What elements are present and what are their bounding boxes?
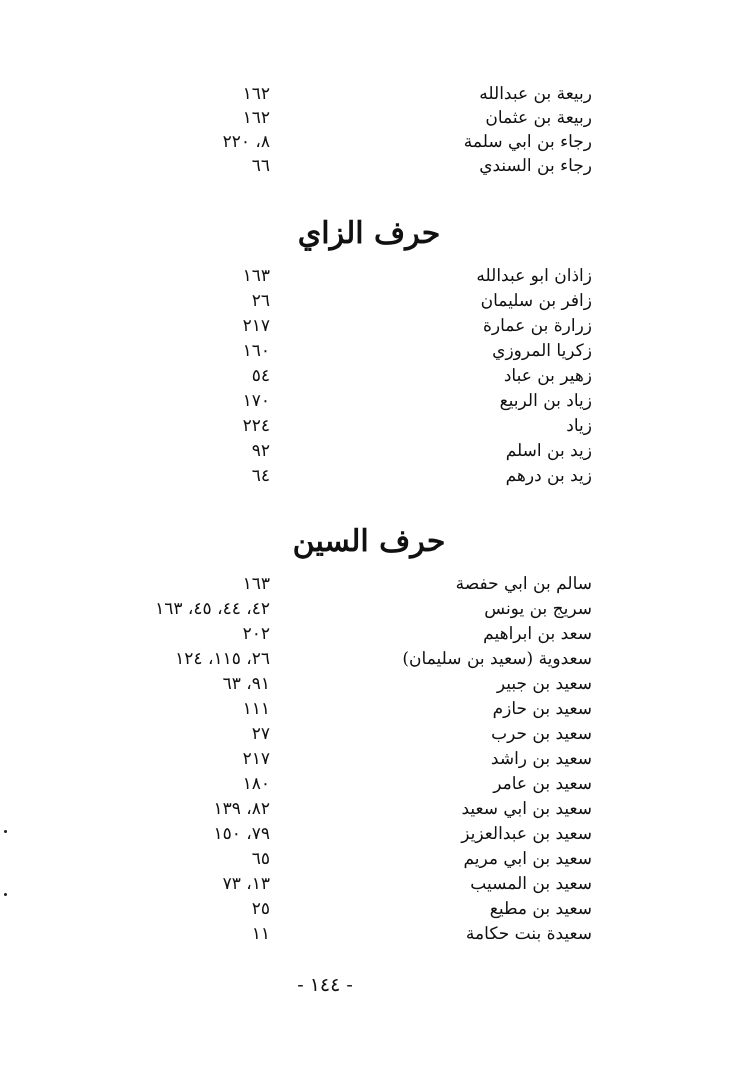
entry-name: سعيد بن ابي سعيد [461,799,592,819]
index-entry [0,672,738,697]
entry-pages: ٢٥ [251,899,270,919]
entry-name: سعيد بن عامر [493,774,592,794]
entry-name: سعيد بن حازم [492,699,592,719]
entry-pages: ١٦٣ [242,266,270,286]
section-heading: حرف السين [292,524,446,559]
entry-name: سعدوية (سعيد بن سليمان) [402,649,592,669]
entry-name: زكريا المروزي [492,341,592,361]
entry-pages: ٤٢، ٤٤، ٤٥، ١٦٣ [155,599,270,619]
entry-name: ربيعة بن عثمان [485,108,592,128]
index-entry [0,722,738,747]
entry-pages: ٢٢٤ [242,416,270,436]
index-entry [0,822,738,847]
entry-pages: ٢٦ [251,291,270,311]
entry-name: سعيد بن ابي مريم [463,849,592,869]
index-entry [0,797,738,822]
entry-name: زهير بن عباد [503,366,592,386]
index-entry [0,264,738,289]
entry-pages: ٩١، ٦٣ [222,674,270,694]
entry-pages: ٢٦، ١١٥، ١٢٤ [175,649,270,669]
index-entry [0,647,738,672]
entry-name: سعد بن ابراهيم [483,624,592,644]
entry-pages: ١١١ [242,699,270,719]
entry-pages: ٦٦ [251,156,270,176]
entry-name: زيد بن اسلم [505,441,592,461]
index-entry [0,464,738,489]
entry-pages: ١٦٢ [242,108,270,128]
entry-pages: ٨٢، ١٣٩ [213,799,270,819]
index-entry [0,439,738,464]
entry-name: سريج بن يونس [484,599,592,619]
entry-name: زيد بن درهم [505,466,592,486]
index-entry [0,82,738,107]
entry-name: زافر بن سليمان [480,291,592,311]
index-entry [0,872,738,897]
entry-pages: ٢١٧ [242,749,270,769]
index-entry [0,414,738,439]
index-entry [0,389,738,414]
entry-pages: ٧٩، ١٥٠ [213,824,270,844]
entry-pages: ٥٤ [251,366,270,386]
index-entry [0,289,738,314]
entry-pages: ١١ [251,924,270,944]
section-heading: حرف الزاي [297,216,441,251]
index-entry [0,747,738,772]
entry-pages: ٢١٧ [242,316,270,336]
entry-name: رجاء بن ابي سلمة [463,132,592,152]
entry-name: سالم بن ابي حفصة [455,574,592,594]
entry-pages: ١٨٠ [242,774,270,794]
index-entry [0,847,738,872]
entry-name: سعيد بن مطيع [489,899,592,919]
index-entry [0,622,738,647]
scan-speck [4,830,7,833]
entry-name: ربيعة بن عبدالله [479,84,592,104]
index-entry [0,314,738,339]
page-number: - ١٤٤ - [297,974,353,996]
entry-name: زرارة بن عمارة [482,316,592,336]
entry-pages: ٩٢ [251,441,270,461]
index-entry [0,772,738,797]
entry-pages: ١٦٠ [242,341,270,361]
index-entry [0,154,738,179]
entry-pages: ٢٠٢ [242,624,270,644]
entry-pages: ٢٧ [251,724,270,744]
entry-pages: ٨، ٢٢٠ [222,132,270,152]
entry-name: رجاء بن السندي [479,156,592,176]
index-entry [0,364,738,389]
entry-name: زاذان ابو عبدالله [476,266,592,286]
entry-pages: ١٦٣ [242,574,270,594]
index-entry [0,697,738,722]
index-entry [0,106,738,131]
index-entry [0,572,738,597]
entry-name: سعيد بن حرب [491,724,592,744]
entry-name: زياد [566,416,592,436]
index-entry [0,130,738,155]
index-entry [0,897,738,922]
entry-name: زياد بن الربيع [499,391,592,411]
entry-name: سعيد بن جبير [496,674,592,694]
entry-pages: ١٦٢ [242,84,270,104]
entry-pages: ١٧٠ [242,391,270,411]
entry-name: سعيد بن المسيب [470,874,592,894]
scan-speck [4,893,7,896]
index-entry [0,339,738,364]
entry-pages: ٦٤ [251,466,270,486]
index-entry [0,597,738,622]
entry-pages: ٦٥ [251,849,270,869]
entry-name: سعيدة بنت حكامة [465,924,592,944]
index-entry [0,922,738,947]
entry-name: سعيد بن راشد [490,749,592,769]
entry-pages: ١٣، ٧٣ [222,874,270,894]
entry-name: سعيد بن عبدالعزيز [461,824,592,844]
